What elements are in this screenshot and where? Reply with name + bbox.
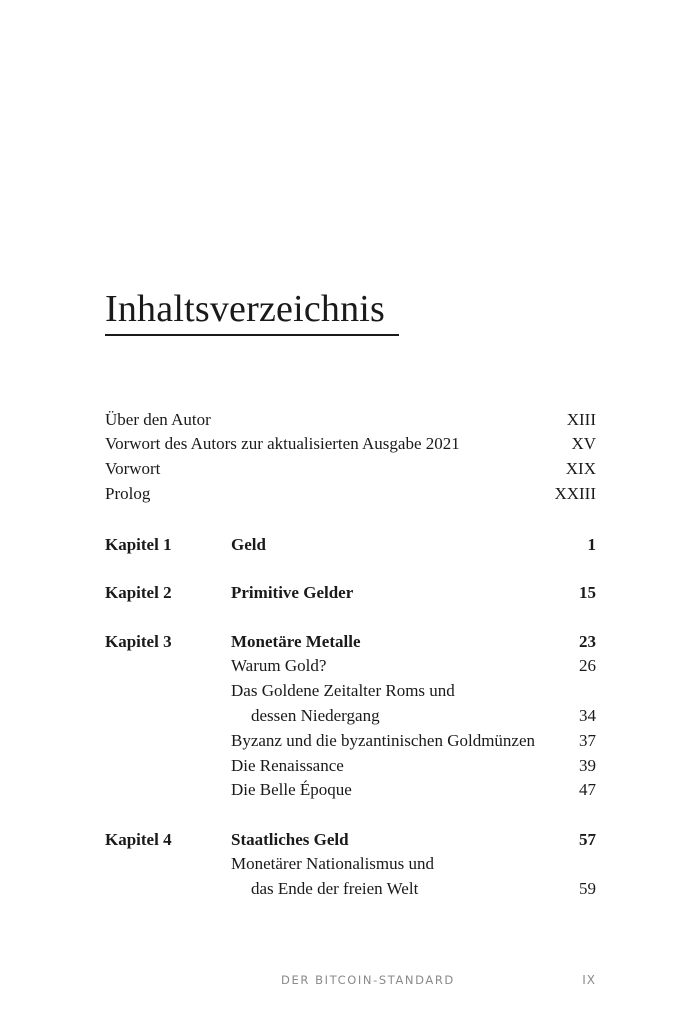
page-number: IX [582,973,596,987]
toc-section-monetary-nationalism[interactable] [0,852,675,876]
section-title: Die Belle Époque [231,780,352,799]
section-title: Warum Gold? [231,656,327,675]
chapter-page: 23 [579,632,596,651]
section-page: 59 [579,879,596,898]
toc-entry-title: Über den Autor [105,410,211,429]
section-title-continued: dessen Niedergang [251,706,380,725]
running-footer-title: DER BITCOIN-STANDARD [281,973,455,987]
toc-section-why-gold[interactable] [0,654,675,678]
section-page: 34 [579,706,596,725]
section-page: 47 [579,780,596,799]
chapter-title: Geld [231,535,266,554]
section-title: Das Goldene Zeitalter Roms und [231,681,455,700]
toc-entry-prologue[interactable] [0,482,675,506]
toc-section-belle-epoque[interactable] [0,778,675,802]
section-page: 37 [579,731,596,750]
toc-entry-page: XIX [565,459,596,478]
chapter-label: Kapitel 4 [105,830,172,849]
chapter-label: Kapitel 2 [105,583,172,602]
chapter-label: Kapitel 1 [105,535,172,554]
toc-entry-page: XV [571,434,596,453]
toc-section-renaissance[interactable] [0,754,675,778]
toc-chapter-1[interactable] [0,533,675,557]
toc-section-golden-age-rome-cont[interactable] [0,704,675,728]
chapter-page: 1 [587,535,596,554]
section-title: Die Renaissance [231,756,344,775]
toc-section-golden-age-rome[interactable] [0,679,675,703]
toc-entry-title: Vorwort [105,459,161,478]
section-title: Monetärer Nationalismus und [231,854,435,873]
toc-entry-foreword-2021[interactable] [0,432,675,456]
chapter-title: Monetäre Metalle [231,632,361,651]
toc-entry-page: XIII [566,410,596,429]
toc-chapter-4[interactable] [0,828,675,852]
chapter-page: 15 [579,583,596,602]
toc-entry-title: Vorwort des Autors zur aktualisierten Ausgabe 2021 [105,434,460,453]
page-title: Inhaltsverzeichnis [105,288,386,330]
chapter-label: Kapitel 3 [105,632,172,651]
title-underline [105,334,399,336]
chapter-title: Staatliches Geld [231,830,349,849]
section-title-continued: das Ende der freien Welt [251,879,419,898]
toc-entry-title: Prolog [105,484,151,503]
chapter-page: 57 [579,830,596,849]
toc-chapter-3[interactable] [0,630,675,654]
section-page: 39 [579,756,596,775]
toc-entry-page: XXIII [554,484,596,503]
toc-chapter-2[interactable] [0,581,675,605]
toc-entry-foreword[interactable] [0,457,675,481]
toc-section-monetary-nationalism-cont[interactable] [0,877,675,901]
toc-entry-about-author[interactable] [0,408,675,432]
section-page: 26 [579,656,596,675]
chapter-title: Primitive Gelder [231,583,354,602]
section-title: Byzanz und die byzantinischen Goldmünzen [231,731,536,750]
toc-section-byzantium[interactable] [0,729,675,753]
